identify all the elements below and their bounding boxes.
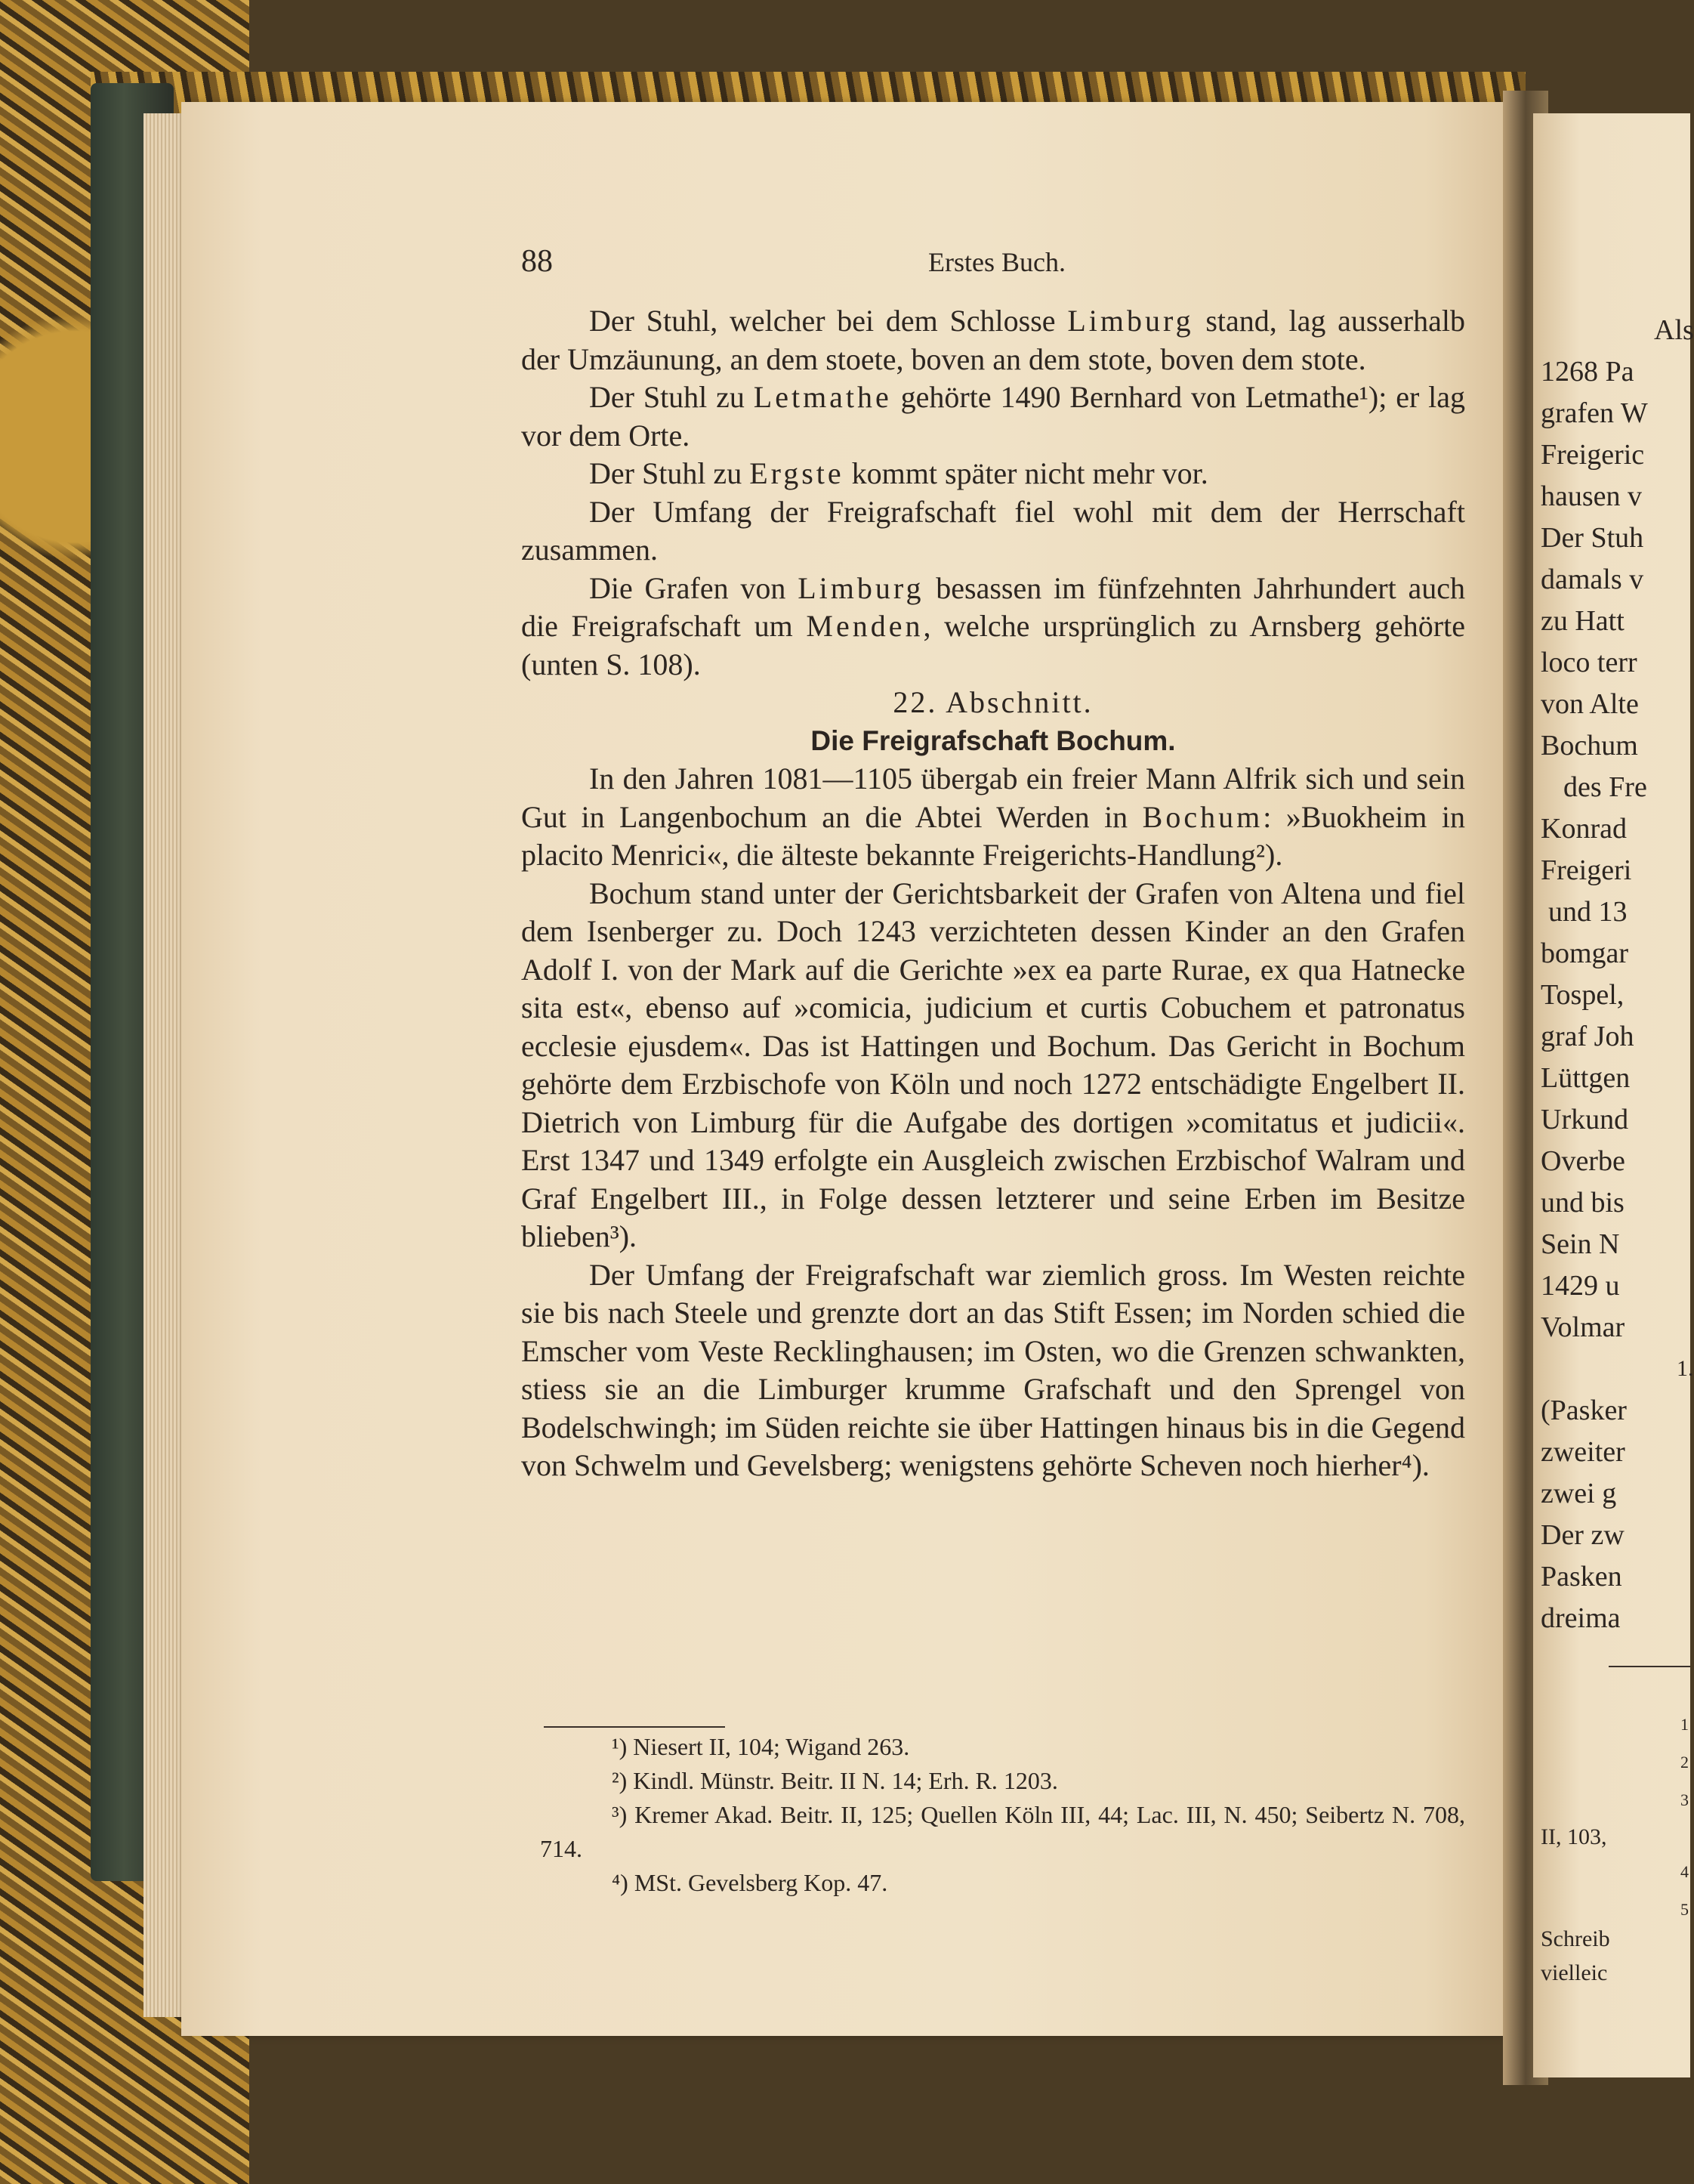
right-line: damals v <box>1541 564 1644 595</box>
footnote: ³) Kremer Akad. Beitr. II, 125; Quellen Köln III, 44; Lac. III, N. 450; Seibertz N. 708, 714. <box>540 1801 1465 1862</box>
footnotes <box>540 1730 1465 1900</box>
paragraph: Der Umfang der Freigrafschaft war ziemlich gross. Im Westen reichte sie bis nach Steele und grenzte dort an das Stift Essen; im Norden schied die Emscher vom Veste Recklinghausen; im Osten, wo die Grenzen schwankten, stiess sie an die Limburger krumme Grafschaft und den Sprengel von Bodelschwingh; im Süden reichte sie über Hattingen hinaus bis in die Gegend von Schwelm und Gevelsberg; wenigstens gehörte Scheven noch hierher⁴). <box>521 1257 1465 1482</box>
right-line: von Alte <box>1541 688 1639 720</box>
right-line: graf Joh <box>1541 1021 1634 1052</box>
right-line: Sein N <box>1541 1228 1620 1260</box>
right-line: (Pasker <box>1541 1395 1627 1426</box>
spaced-word: Menden <box>806 609 924 643</box>
right-line: dreima <box>1541 1602 1621 1634</box>
right-line: Der zw <box>1541 1519 1625 1551</box>
spaced-word: Bochum <box>1142 799 1264 834</box>
right-line: und 13 <box>1548 896 1628 928</box>
right-line: II, 103, <box>1541 1824 1607 1849</box>
right-line: Urkund <box>1541 1104 1629 1135</box>
paragraph: Bochum stand unter der Gerichtsbarkeit der Grafen von Altena und fiel dem Isenberger zu. Doch 1243 verzichteten dessen Kinder an den Grafen Adolf I. von der Mark auf die Gerichte »ex ea parte Rurae, ex qua Hatnecke sita est«, ebenso auf »comicia, judicium et curtis Cobuchem et patronatus ecclesie ejusdem«. Das ist Hattingen und Bochum. Das Gericht in Bochum gehörte dem Erzbischofe von Köln und noch 1272 entschädigte Engelbert II. Dietrich von Limburg für die Aufgabe des dortigen »comitatus et judicii«. Erst 1347 und 1349 erfolgte ein Ausgleich zwischen Erzbischof Walram und Graf Engelbert III., in Folge dessen letzterer und seine Erben im Besitze blieben³). <box>521 876 1465 1253</box>
right-line: des Fre <box>1563 771 1647 803</box>
right-line: loco terr <box>1541 647 1637 678</box>
right-line: bomgar <box>1541 938 1629 969</box>
right-page-fragment <box>1533 113 1694 2077</box>
right-line: Lüttgen <box>1541 1062 1631 1094</box>
spaced-word: Ergste <box>749 456 844 490</box>
right-line: Overbe <box>1541 1145 1625 1177</box>
right-line: 2 <box>1680 1753 1689 1772</box>
paragraph: Der Stuhl zu Letmathe gehörte 1490 Bernhard von Letmathe¹); er lag vor dem Orte. <box>521 380 1465 453</box>
paragraph: In den Jahren 1081—1105 übergab ein freier Mann Alfrik sich und sein Gut in Langenbochum an die Abtei Werden in Bochum: »Buokheim in placito Menrici«, die älteste bekannte Freigerichts-Handlung²). <box>521 761 1465 872</box>
body-text <box>521 302 1465 1485</box>
section-number: 22. Abschnitt. <box>893 685 1094 719</box>
right-line: Schreib <box>1541 1926 1610 1951</box>
footnote: ²) Kindl. Münstr. Beitr. II N. 14; Erh. R. 1203. <box>612 1767 1058 1794</box>
paragraph: Der Stuhl zu Ergste kommt später nicht mehr vor. <box>589 456 1208 490</box>
footnote-rule <box>544 1726 725 1728</box>
section-title: Die Freigrafschaft Bochum. <box>810 724 1176 756</box>
right-line: Konrad <box>1541 813 1627 845</box>
right-line: grafen W <box>1541 397 1648 429</box>
right-line: Pasken <box>1541 1561 1622 1592</box>
running-title: Erstes Buch. <box>928 247 1066 277</box>
right-line: 1. <box>1677 1356 1694 1381</box>
right-line: und bis <box>1541 1187 1625 1219</box>
right-line: hausen v <box>1541 480 1643 512</box>
right-line: zu Hatt <box>1541 605 1625 637</box>
right-line: 1268 Pa <box>1541 356 1634 388</box>
spaced-word: Limburg <box>1067 304 1194 338</box>
right-line: zweiter <box>1541 1436 1625 1468</box>
right-line: vielleic <box>1541 1960 1608 1985</box>
right-line: Der Stuh <box>1541 522 1644 554</box>
paragraph: Die Grafen von Limburg besassen im fünfzehnten Jahrhundert auch die Freigrafschaft um Menden, welche ursprünglich zu Arnsberg gehörte (unten S. 108). <box>521 570 1465 681</box>
paragraph: Der Stuhl, welcher bei dem Schlosse Limburg stand, lag ausserhalb der Umzäunung, an dem stoete, boven an dem stote, boven dem stote. <box>521 304 1465 376</box>
right-line: 1 <box>1680 1715 1689 1734</box>
paragraph: Der Umfang der Freigrafschaft fiel wohl mit dem der Herrschaft zusammen. <box>521 494 1465 567</box>
right-line: Tospel, <box>1541 979 1625 1011</box>
right-line: Als <box>1654 314 1694 346</box>
running-head <box>521 243 1473 281</box>
footnote: ¹) Niesert II, 104; Wigand 263. <box>612 1733 910 1760</box>
page-number: 88 <box>521 244 553 279</box>
right-line: 5 <box>1680 1900 1689 1919</box>
right-line: Freigeri <box>1541 854 1632 886</box>
right-line: 1429 u <box>1541 1270 1620 1302</box>
right-line: Volmar <box>1541 1311 1625 1343</box>
spaced-word: Limburg <box>798 570 924 605</box>
right-line: Bochum <box>1541 730 1638 761</box>
spaced-word: Letmathe <box>753 380 892 414</box>
right-line: Freigeric <box>1541 439 1645 471</box>
footnote: ⁴) MSt. Gevelsberg Kop. 47. <box>612 1869 888 1896</box>
right-line: 3 <box>1680 1790 1689 1809</box>
right-footnote-rule <box>1609 1666 1690 1667</box>
right-line: 4 <box>1680 1862 1689 1881</box>
right-line: zwei g <box>1541 1478 1617 1509</box>
